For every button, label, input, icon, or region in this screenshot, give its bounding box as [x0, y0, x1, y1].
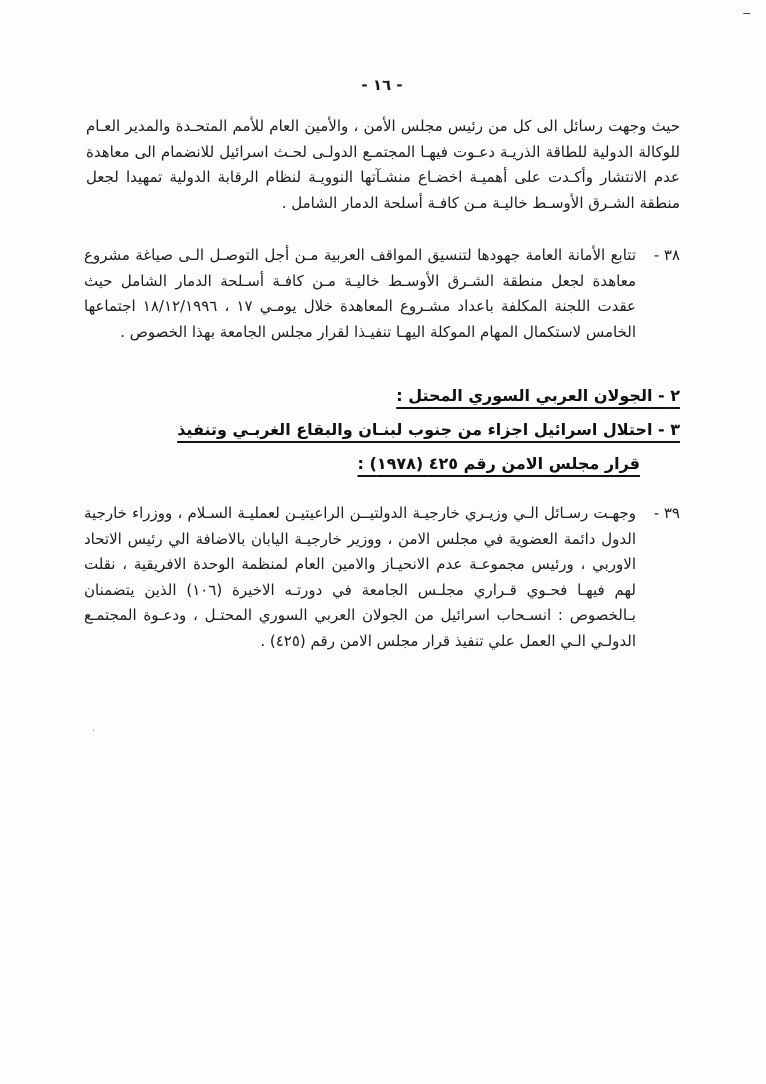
section-headings — [84, 379, 680, 481]
scan-margin-dot: · — [92, 726, 96, 737]
item-38-text: تتابع الأمانة العامة جهودها لتنسيق المواقف العربية مـن أجل التوصـل الـى صياغة مشروع معاهدة لجعل منطقة الشـرق الأوسـط خاليـة مـن كافـة أسـلحة الدمار الشامل حيث عقدت اللجنة المكلفة باعداد مشـروع المعاهدة خلال يومـي ١٧ ، ١٨/١٢/١٩٩٦ اجتماعها الخامس لاستكمال المهام الموكلة اليهـا تنفيـذا لقرار مجلس الجامعة بهذا الخصوص . — [84, 246, 636, 341]
section-heading-3-line1-text: ٣ - احتلال اسرائيل اجزاء من جنوب لبنـان والبقاع الغربـي وتنفيذ — [177, 420, 680, 439]
page-content — [84, 76, 680, 654]
paragraph-item-37-continuation: حيث وجهت رسائل الى كل من رئيس مجلس الأمن ، والأمين العام للأمم المتحـدة والمدير العـام للوكالة الدولية للطاقة الذريـة دعـوت فيهـا المجتمـع الدولـى لحـث اسرائيل للانضمام الى معاهدة عدم الانتشار وأكـدت على أهميـة اخضـاع منشـآتها النوويـة لنظام الرقابة الدولية تمهيدا لجعل منطقة الشـرق الأوسـط خاليـة مـن كافـة أسلحة الدمار الشامل . — [86, 117, 680, 212]
item-39-text: وجهـت رسـائل الـي وزيـري خارجيـة الدولتيــن الراعيتيـن لعمليـة السـلام ، ووزراء خارجية الدول دائمة العضوية في مجلس الامن ، ووزير خارجيـة اليابان بالاضافة الي رئيس الاتحاد الاوربي ، ورئيس مجموعـة عدم الانحيـاز والامين العام لمنظمة الوحدة الافريقية ، نقلت لهم فيهـا فحـوي قـراري مجلـس الجامعة في دورتـه الاخيرة (١٠٦) الذين يتضمنان بـالخصوص : انسـحاب اسرائيل من الجولان العربي السوري المحتـل ، ودعـوة المجتمـع الدولـي الـي العمل علي تنفيذ قرار مجلس الامن رقم (٤٢٥) . — [84, 504, 636, 650]
section-heading-2 — [84, 379, 680, 413]
item-38-marker: ٣٨ - — [653, 246, 680, 264]
scan-corner-mark: ــ — [743, 4, 750, 17]
item-39-row — [84, 501, 680, 654]
section-heading-3-line1 — [84, 413, 680, 447]
section-heading-3-line2 — [84, 447, 680, 481]
page-number: - ١٦ - — [361, 76, 403, 94]
item-39-marker: ٣٩ - — [653, 504, 680, 522]
section-heading-3-line2-text: قرار مجلس الامن رقم ٤٢٥ (١٩٧٨) : — [357, 454, 640, 473]
section-heading-2-text: ٢ - الجولان العربي السوري المحتل : — [396, 386, 680, 405]
item-38-row — [84, 243, 680, 345]
